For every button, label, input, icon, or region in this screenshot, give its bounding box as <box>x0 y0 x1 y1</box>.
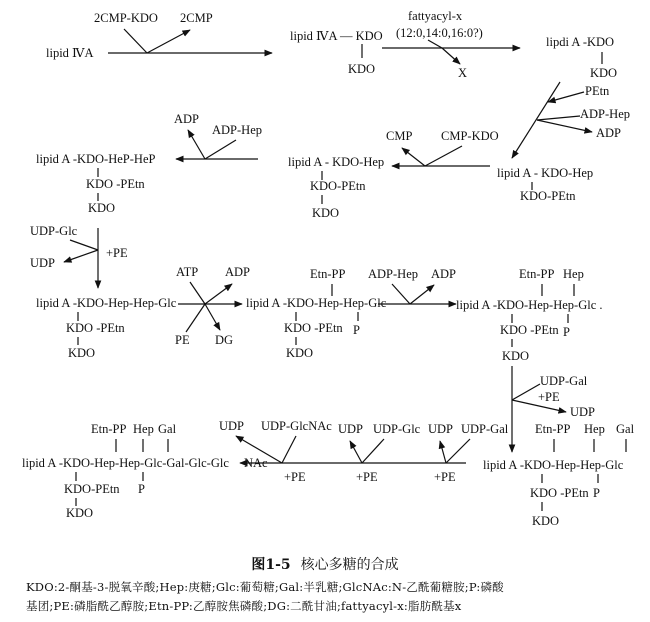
b-udp1-branch <box>440 441 446 463</box>
s3-adp: ADP <box>596 126 622 140</box>
s8-pe: PE <box>175 333 190 347</box>
b-udp-gal: UDP-Gal <box>461 422 509 436</box>
b-udp-gal-branch <box>446 439 470 463</box>
s11-gal: Gal <box>158 422 177 436</box>
b-pe3: +PE <box>434 470 456 484</box>
s2-output: X <box>458 66 468 80</box>
s5-cmp-branch <box>402 148 425 166</box>
s5-kdo: KDO <box>312 206 340 220</box>
s1-output: 2CMP <box>180 11 213 25</box>
s6-adp-branch <box>188 130 205 159</box>
s8-atp-branch <box>190 282 205 304</box>
s8-kdo: KDO <box>286 346 314 360</box>
s6-kdo-petn: KDO -PEtn <box>86 177 145 191</box>
s10-udp: UDP <box>570 405 596 419</box>
s2-product: lipid ⅣA — KDO <box>290 29 383 43</box>
s5-cmp-kdo-branch <box>425 146 462 166</box>
s1-substrate: lipid ⅣA <box>46 46 94 60</box>
s7-udp-glc-branch <box>70 240 98 250</box>
s8-adp: ADP <box>225 265 251 279</box>
s8-etn-pp: Etn-PP <box>310 267 346 281</box>
s3-kdo: KDO <box>590 66 618 80</box>
s7-kdo-petn: KDO -PEtn <box>66 321 125 335</box>
b-udp1: UDP <box>428 422 454 436</box>
s3-petn: PEtn <box>585 84 610 98</box>
s8-kdo-petn: KDO -PEtn <box>284 321 343 335</box>
s7-udp-glc: UDP-Glc <box>30 224 78 238</box>
s8-pe-branch <box>186 304 205 332</box>
b-udp-glcnac-branch <box>282 436 296 463</box>
s5-kdo-petn: KDO-PEtn <box>310 179 366 193</box>
s2-output-branch <box>442 48 460 64</box>
s1-input: 2CMP-KDO <box>94 11 158 25</box>
s10-udp-gal: UDP-Gal <box>540 374 588 388</box>
s6-product: lipid A -KDO-HeP-HeP <box>36 152 156 166</box>
s9-adp-hep: ADP-Hep <box>368 267 418 281</box>
legend-line-1: KDO:2-酮基-3-脱氧辛酸;Hep:庚糖;Glc:葡萄糖;Gal:半乳糖;GlcNAc:N-乙酰葡糖胺;P:磷酸 <box>26 580 504 594</box>
s6-kdo: KDO <box>88 201 116 215</box>
figure-caption <box>0 554 650 574</box>
s8-p: P <box>353 323 360 337</box>
b-udp2-branch <box>350 441 362 463</box>
s2-reagent: fattyacyl-x <box>408 9 463 23</box>
b-udp3: UDP <box>219 419 245 433</box>
s7-udp-branch <box>64 250 98 262</box>
s11-kdo: KDO <box>66 506 94 520</box>
s11-p: P <box>138 482 145 496</box>
s10-udp-gal-branch <box>512 384 540 400</box>
s8-dg: DG <box>215 333 234 347</box>
s9-kdo: KDO <box>502 349 530 363</box>
s2-reagent-chains: (12:0,14:0,16:0?) <box>396 26 483 40</box>
s3-down-arrow <box>512 82 560 158</box>
s10-hep: Hep <box>584 422 605 436</box>
s3-adp-hep-branch <box>537 116 580 120</box>
s7-product: lipid A -KDO-Hep-Hep-Glc <box>36 296 177 310</box>
s11-kdo-petn: KDO-PEtn <box>64 482 120 496</box>
s11-hep: Hep <box>133 422 154 436</box>
s7-kdo: KDO <box>68 346 96 360</box>
s10-product: lipid A -KDO-Hep-Hep-Glc <box>483 458 624 472</box>
b-udp-glcnac: UDP-GlcNAc <box>261 419 332 433</box>
figure-number: 图1-5 <box>251 557 291 573</box>
s8-product: lipid A -KDO-Hep-Hep-Glc <box>246 296 387 310</box>
s3-adp-branch <box>537 120 592 132</box>
b-pe1: +PE <box>284 470 306 484</box>
s10-kdo: KDO <box>532 514 560 528</box>
s10-p: P <box>593 486 600 500</box>
figure-title: 核心多糖的合成 <box>300 557 399 573</box>
s8-adp-branch <box>205 284 232 304</box>
s10-kdo-petn: KDO -PEtn <box>530 486 589 500</box>
s6-adp-hep: ADP-Hep <box>212 123 262 137</box>
s8-dg-branch <box>205 304 220 330</box>
b-udp-glc-branch <box>362 439 384 463</box>
s9-adp: ADP <box>431 267 457 281</box>
legend-line-2: 基团;PE:磷脂酰乙醇胺;Etn-PP:乙醇胺焦磷酸;DG:二酰甘油;fattyacyl-x:脂肪酰基x <box>26 599 462 613</box>
s4-kdo-petn: KDO-PEtn <box>520 189 576 203</box>
s5-product: lipid A - KDO-Hep <box>288 155 385 169</box>
s7-udp: UDP <box>30 256 56 270</box>
b-pe2: +PE <box>356 470 378 484</box>
s10-etn-pp: Etn-PP <box>535 422 571 436</box>
s5-cmp: CMP <box>386 129 413 143</box>
s4-product: lipid A - KDO-Hep <box>497 166 594 180</box>
s8-atp: ATP <box>176 265 199 279</box>
s6-adp: ADP <box>174 112 200 126</box>
s11-etn-pp: Etn-PP <box>91 422 127 436</box>
s6-adp-hep-branch <box>205 140 236 159</box>
s9-hep: Hep <box>563 267 584 281</box>
b-udp2: UDP <box>338 422 364 436</box>
b-udp-glc: UDP-Glc <box>373 422 421 436</box>
s9-p: P <box>563 325 570 339</box>
figure-legend <box>26 578 630 616</box>
s10-gal: Gal <box>616 422 635 436</box>
s5-cmp-kdo: CMP-KDO <box>441 129 499 143</box>
s2-kdo: KDO <box>348 62 376 76</box>
s3-adp-hep: ADP-Hep <box>580 107 630 121</box>
s3-product: lipdi A -KDO <box>546 35 615 49</box>
s7-pe: +PE <box>106 246 128 260</box>
s9-adp-branch <box>410 285 434 304</box>
s9-etn-pp: Etn-PP <box>519 267 555 281</box>
s1-output-branch <box>147 30 190 53</box>
s9-adp-hep-branch <box>392 284 410 304</box>
s2-reagent-branch <box>428 40 442 48</box>
b-nac: NAc <box>244 456 268 470</box>
s10-pe: +PE <box>538 390 560 404</box>
s9-kdo-petn: KDO -PEtn <box>500 323 559 337</box>
s1-input-branch <box>124 29 147 53</box>
s11-product: lipid A -KDO-Hep-Hep-Glc-Gal-Glc-Glc <box>22 456 229 470</box>
s9-product: lipid A -KDO-Hep-Hep-Glc . <box>456 298 603 312</box>
